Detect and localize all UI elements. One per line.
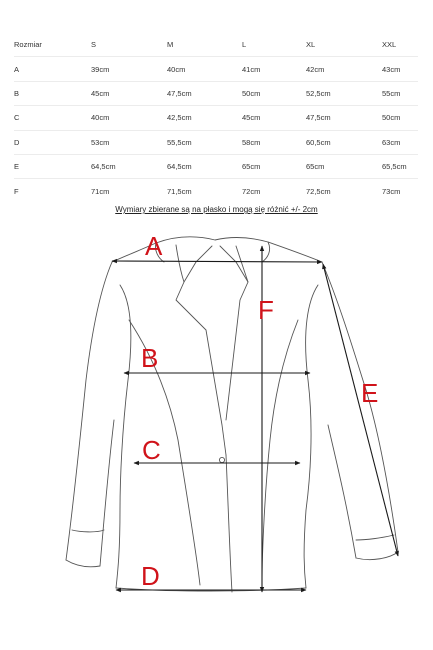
table-row xyxy=(14,130,418,154)
table-row xyxy=(14,179,418,203)
jacket-outline xyxy=(66,237,398,592)
table-cell: 47,5cm xyxy=(306,106,382,130)
table-cell: 45cm xyxy=(91,81,167,105)
table-cell: 39cm xyxy=(91,57,167,81)
table-cell: 65cm xyxy=(306,154,382,178)
size-table-header-row xyxy=(14,33,418,57)
table-cell: 53cm xyxy=(91,130,167,154)
measurement-lines xyxy=(112,246,398,592)
table-cell: 52,5cm xyxy=(306,81,382,105)
table-cell: 71cm xyxy=(91,186,110,196)
row-label: E xyxy=(14,154,91,178)
row-label: B xyxy=(14,81,91,105)
header-size-l: L xyxy=(242,33,306,57)
header-size-xxl: XXL xyxy=(382,33,418,57)
table-cell: 72cm xyxy=(242,186,261,196)
table-cell: 42,5cm xyxy=(167,106,242,130)
table-row xyxy=(14,81,418,105)
row-label: F xyxy=(14,186,19,196)
row-label: D xyxy=(14,130,91,154)
table-cell: 65cm xyxy=(242,154,306,178)
table-cell: 55,5cm xyxy=(167,130,242,154)
table-cell: 42cm xyxy=(306,57,382,81)
table-cell: 55cm xyxy=(382,81,418,105)
size-table xyxy=(14,33,418,203)
table-cell: 40cm xyxy=(91,106,167,130)
measurement-note: Wymiary zbierane są na płasko i mogą się różnić +/- 2cm xyxy=(115,205,318,214)
table-cell: 58cm xyxy=(242,130,306,154)
table-row xyxy=(14,154,418,178)
table-cell: 45cm xyxy=(242,106,306,130)
label-d: D xyxy=(141,561,160,591)
header-rozmiar: Rozmiar xyxy=(14,33,91,57)
table-cell: 60,5cm xyxy=(306,130,382,154)
table-cell: 71,5cm xyxy=(167,186,192,196)
table-row xyxy=(14,106,418,130)
row-label: C xyxy=(14,106,91,130)
row-label: A xyxy=(14,57,91,81)
table-cell: 63cm xyxy=(382,130,418,154)
table-cell: 64,5cm xyxy=(167,154,242,178)
label-e: E xyxy=(361,378,379,408)
measure-a-line xyxy=(112,261,322,262)
header-size-m: M xyxy=(167,33,242,57)
header-size-s: S xyxy=(91,33,167,57)
label-b: B xyxy=(141,343,159,373)
table-cell: 40cm xyxy=(167,57,242,81)
jacket-diagram xyxy=(0,222,433,642)
table-cell: 64,5cm xyxy=(91,154,167,178)
table-cell: 43cm xyxy=(382,57,418,81)
table-cell: 50cm xyxy=(382,106,418,130)
label-a: A xyxy=(145,231,163,261)
label-f: F xyxy=(258,295,274,325)
table-cell: 50cm xyxy=(242,81,306,105)
table-cell: 72,5cm xyxy=(306,186,331,196)
measure-e-line xyxy=(323,264,398,556)
table-cell: 65,5cm xyxy=(382,154,418,178)
header-size-xl: XL xyxy=(306,33,382,57)
table-row xyxy=(14,57,418,81)
table-cell: 73cm xyxy=(382,186,401,196)
table-cell: 41cm xyxy=(242,57,306,81)
table-cell: 47,5cm xyxy=(167,81,242,105)
label-c: C xyxy=(142,435,161,465)
